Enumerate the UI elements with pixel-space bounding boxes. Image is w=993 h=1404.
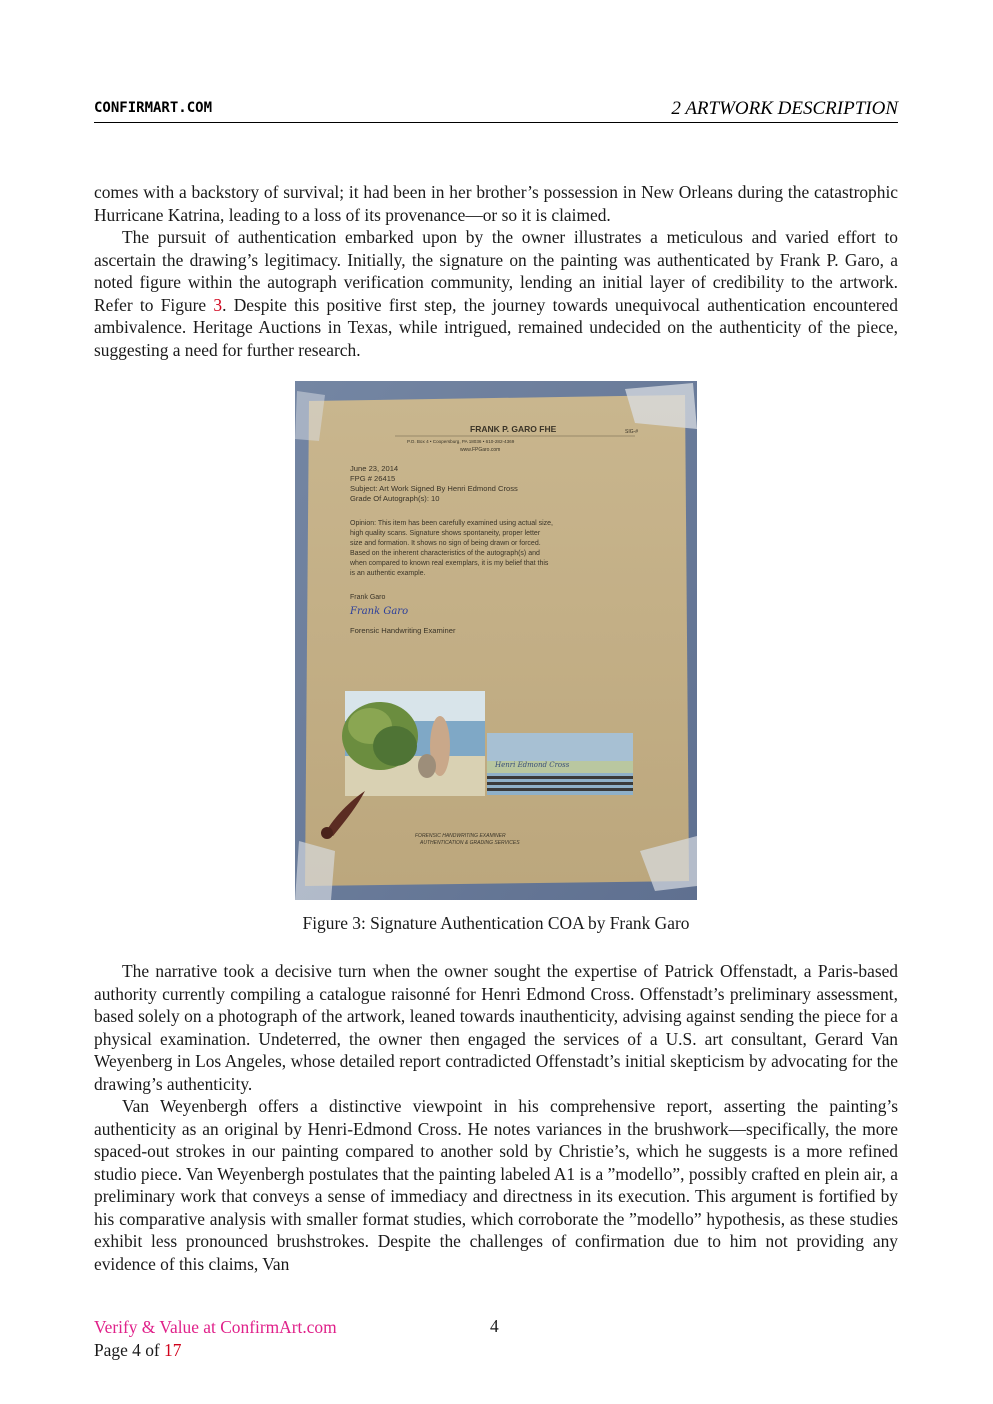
paragraph-4: Van Weyenbergh offers a distinctive viewpoint in his comprehensive report, asserting the painting’s authenticity as an original by Henri-Edmond Cross. He notes variances in the brushwork—specifically, the more spaced-out strokes in our painting compared to another sold by Christie’s, which he suggests is a more refined studio piece. Van Weyenbergh postulates that the painting labeled A1 is a ”modello”, possibly crafted en plein air, a preliminary work that conveys a sense of immediacy and directness in its execution. This argument is fortified by his comparative analysis with smaller format studies, which corroborate the ”modello” hypothesis, as these studies exhibit less pronounced brushstrokes. Despite the challenges of confirmation due to him not providing any evidence of this claims, Van [94,1096,898,1274]
coa-photo [295,381,697,900]
letter-date: June 23, 2014 [350,464,399,473]
letter-opinion-4: Based on the inherent characteristics of the autograph(s) and [350,550,540,557]
paragraph-2-part-a: The pursuit of authentication embarked upon by the owner illustrates a meticulous and varied effort to ascertain the drawing’s legitimacy. Initially, the signature on the painting was authenticated by Frank P. Garo, a noted figure within the autograph verification community, lending an initial layer of credibility to the artwork. Refer to Figure [94,227,898,315]
signature-mark: Frank Garo [350,606,409,617]
page-indicator [94,1339,337,1362]
letter-subject: Subject: Art Work Signed By Henri Edmond Cross [350,484,518,493]
letter-footer-1: FORENSIC HANDWRITING EXAMINER [415,833,506,839]
letter-grade: Grade Of Autograph(s): 10 [350,494,440,503]
paragraph-3: The narrative took a decisive turn when the owner sought the expertise of Patrick Offenstadt, a Paris-based authority currently compiling a catalogue raisonné for Henri Edmond Cross. Offenstadt’s preliminary assessment, based solely on a photograph of the artwork, leaned towards inauthenticity, advising against sending the piece for a physical examination. Undeterred, the owner then engaged the services of a U.S. art consultant, Gerard Van Weyenberg in Los Angeles, whose detailed report contradicted Offenstadt’s initial skepticism by advocating for the drawing’s authenticity. [94,961,898,1094]
strip-signature-text: Henri Edmond Cross [495,761,570,769]
total-pages-link[interactable]: 17 [164,1340,182,1360]
letter-signer: Frank Garo [350,594,386,601]
coa-photo-svg [295,381,697,900]
letter-fpg: FPG # 26415 [350,474,396,483]
letter-title: Forensic Handwriting Examiner [350,626,456,635]
section-title: 2 ARTWORK DESCRIPTION [671,98,898,119]
paragraph-2-part-b: . Despite this positive first step, the journey towards unequivocal authentication encountered ambivalence. Heritage Auctions in Texas, while intrigued, remained undecided on the authenticity of the piece, suggesting a need for further research. [94,294,898,360]
letter-website: www.FPGaro.com [460,447,501,453]
paragraph-2 [94,226,898,361]
body-text-top [94,181,898,361]
letter-opinion-2: high quality scans. Signature shows spontaneity, proper letter [350,530,541,537]
letter-corner: SIG-# [625,429,639,435]
page-number: 4 [490,1316,499,1336]
letter-opinion-3: size and formation. It shows no sign of being drawn or forced. [350,540,541,547]
letter-opinion-5: when compared to known real exemplars, it is my belief that this [350,560,549,567]
site-logo: CONFIRMART.COM [94,100,213,116]
letter-heading: FRANK P. GARO FHE [470,424,557,434]
page-header [94,98,898,123]
body-text-bottom [94,960,898,1275]
confirmart-link[interactable]: Verify & Value at ConfirmArt.com [94,1317,337,1337]
letter-footer-2: AUTHENTICATION & GRADING SERVICES [420,840,520,846]
page-footer [94,1316,337,1362]
figure-caption: Figure 3: Signature Authentication COA by Frank Garo [302,913,690,933]
letter-opinion-1: Opinion: This item has been carefully examined using actual size, [350,520,553,527]
page-prefix: Page 4 of [94,1340,165,1360]
paragraph-1: comes with a backstory of survival; it had been in her brother’s possession in New Orleans during the catastrophic Hurricane Katrina, leading to a loss of its provenance—or so it is claimed. [94,182,898,225]
figure-reference-link[interactable]: 3 [213,294,223,315]
signature-strip [487,733,633,795]
letter-address: P.O. Box 4 • Coopersburg, PA 18036 • 610-282-4369 [407,439,515,444]
painting-thumbnail [342,691,485,796]
letter-opinion-6: is an authentic example. [350,570,426,577]
